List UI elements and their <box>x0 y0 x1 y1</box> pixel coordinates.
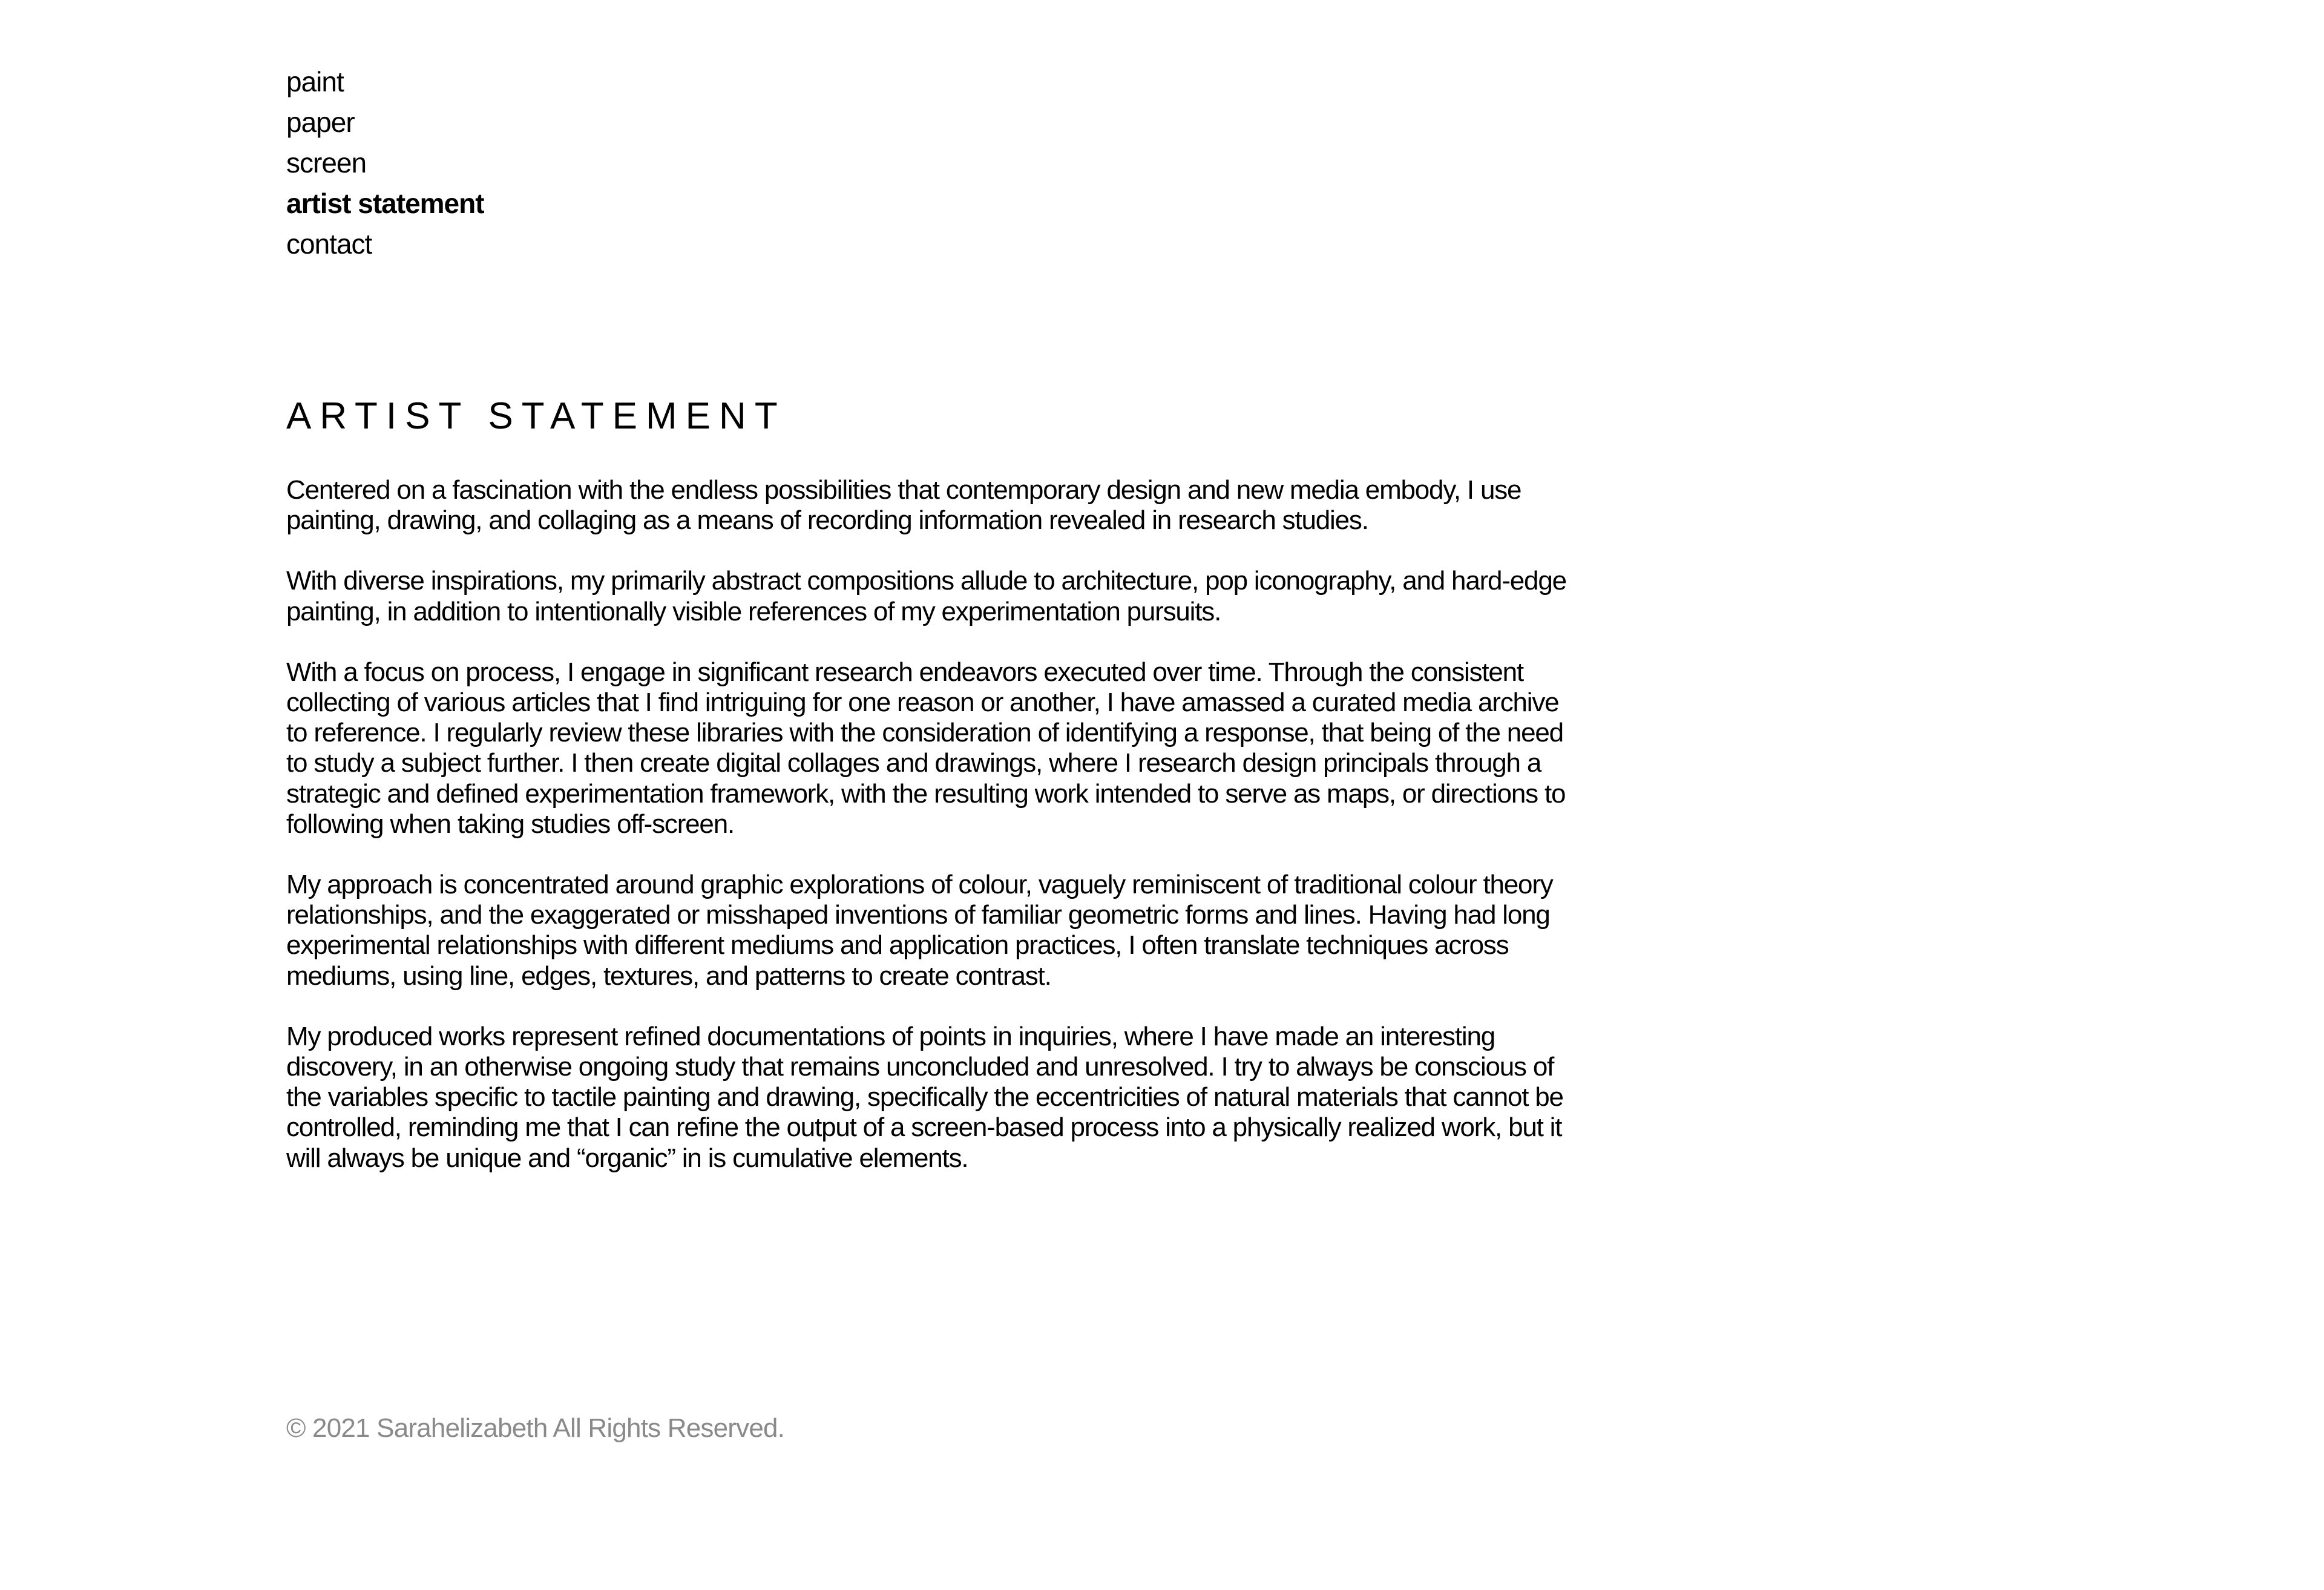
nav-item-contact[interactable]: contact <box>286 228 372 260</box>
paragraph-line: painting, in addition to intentionally visible references of my experimentation pursuits. <box>286 596 1221 626</box>
nav-item-paint[interactable]: paint <box>286 66 344 97</box>
paragraph-line: discovery, in an otherwise ongoing study that remains unconcluded and unresolved. I try to always be conscious of <box>286 1052 1554 1082</box>
paragraph-line: to study a subject further. I then create digital collages and drawings, where I research design principals through a <box>286 748 1541 778</box>
statement-paragraph <box>286 870 1775 991</box>
paragraph-line: to reference. I regularly review these libraries with the consideration of identifying a response, that being of the need <box>286 718 1563 748</box>
statement-paragraph <box>286 566 1775 626</box>
main-nav <box>286 62 484 264</box>
paragraph-line: mediums, using line, edges, textures, and patterns to create contrast. <box>286 961 1051 991</box>
nav-item-artist-statement[interactable]: artist statement <box>286 188 484 219</box>
paragraph-line: strategic and defined experimentation framework, with the resulting work intended to serve as maps, or directions to <box>286 778 1566 809</box>
statement-body <box>286 475 1775 1204</box>
paragraph-line: My approach is concentrated around graphic explorations of colour, vaguely reminiscent of traditional colour theory <box>286 870 1553 900</box>
paragraph-line: Centered on a fascination with the endless possibilities that contemporary design and new media embody, I use <box>286 475 1521 505</box>
page-title: ARTIST STATEMENT <box>286 395 786 437</box>
paragraph-line: experimental relationships with different mediums and application practices, I often translate techniques across <box>286 930 1509 961</box>
nav-item-paper[interactable]: paper <box>286 107 355 138</box>
statement-paragraph <box>286 657 1775 839</box>
paragraph-line: collecting of various articles that I find intriguing for one reason or another, I have amassed a curated media archive <box>286 688 1559 718</box>
nav-item-screen[interactable]: screen <box>286 147 367 179</box>
copyright-footer: © 2021 Sarahelizabeth All Rights Reserved. <box>286 1413 785 1443</box>
paragraph-line: My produced works represent refined documentations of points in inquiries, where I have made an interesting <box>286 1021 1495 1051</box>
statement-paragraph <box>286 1022 1775 1174</box>
paragraph-line: With diverse inspirations, my primarily abstract compositions allude to architecture, pop iconography, and hard-edge <box>286 566 1566 596</box>
paragraph-line: will always be unique and “organic” in is cumulative elements. <box>286 1143 968 1173</box>
paragraph-line: With a focus on process, I engage in significant research endeavors executed over time. Through the consistent <box>286 657 1523 687</box>
paragraph-line: controlled, reminding me that I can refine the output of a screen-based process into a physically realized work, but it <box>286 1112 1562 1143</box>
paragraph-line: painting, drawing, and collaging as a means of recording information revealed in research studies. <box>286 505 1368 536</box>
statement-paragraph <box>286 475 1775 536</box>
paragraph-line: following when taking studies off-screen. <box>286 809 734 839</box>
paragraph-line: relationships, and the exaggerated or misshaped inventions of familiar geometric forms and lines. Having had long <box>286 900 1550 930</box>
paragraph-line: the variables specific to tactile painting and drawing, specifically the eccentricities of natural materials that cannot be <box>286 1082 1563 1112</box>
